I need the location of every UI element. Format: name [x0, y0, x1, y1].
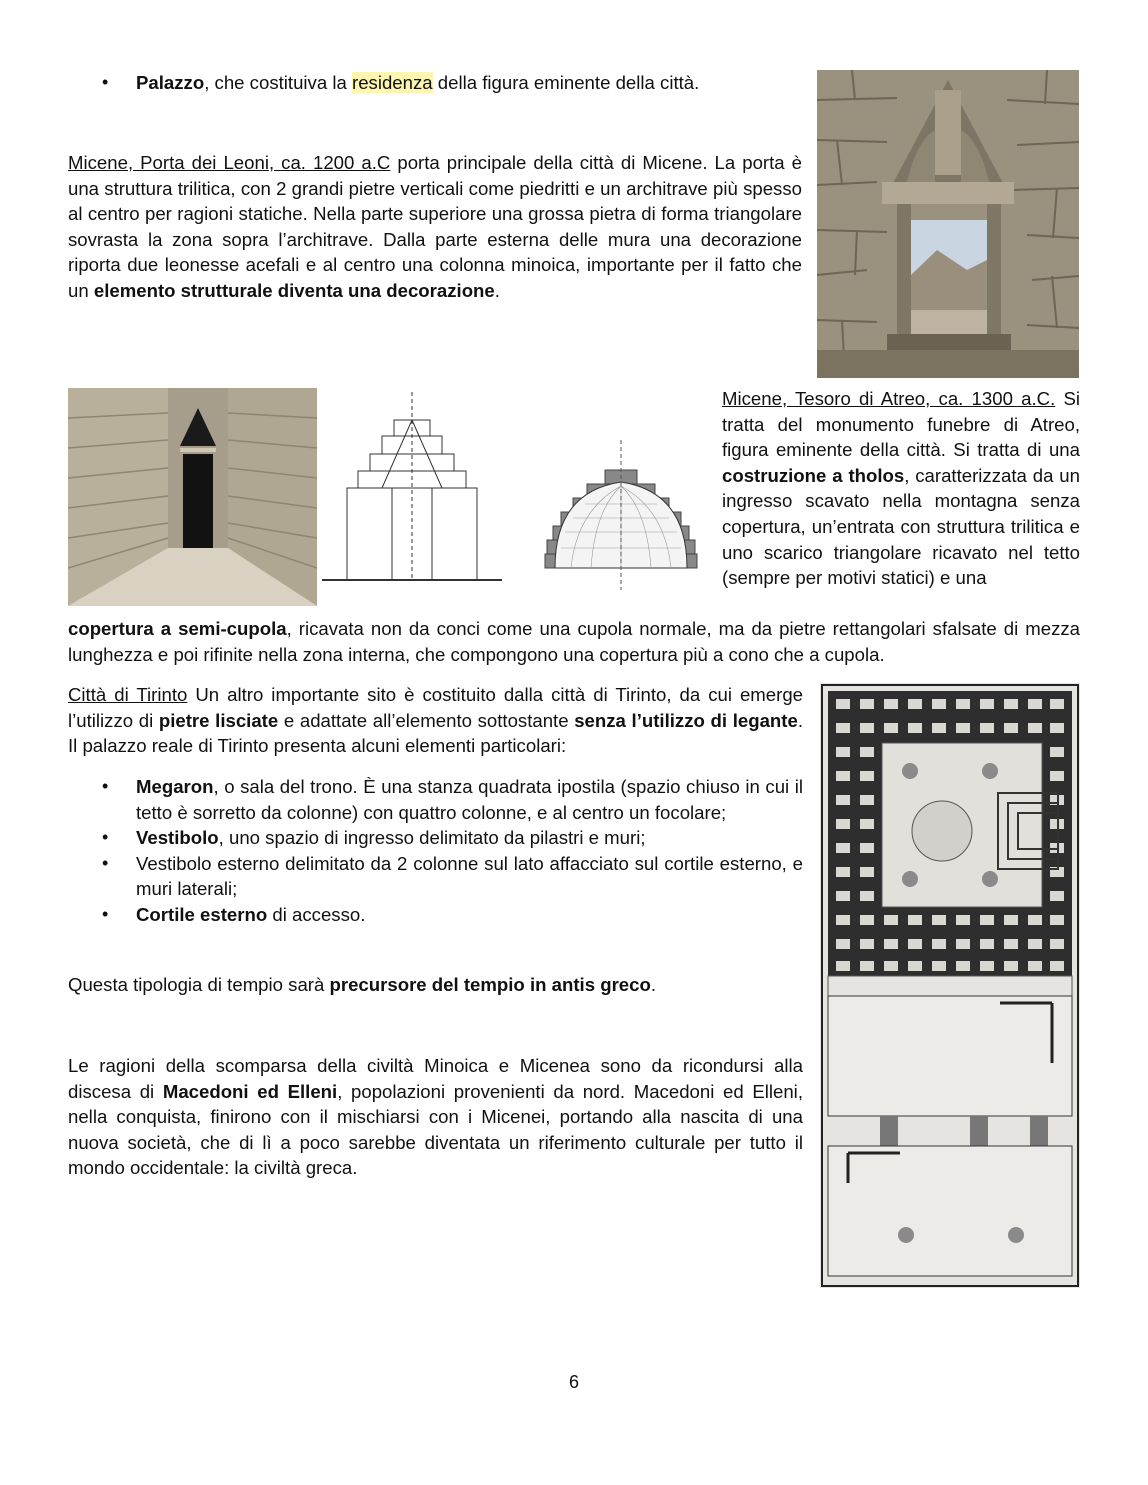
- tipologia-text: Questa tipologia di tempio sarà: [68, 974, 330, 995]
- tirinto-bold-2: senza l’utilizzo di legante: [574, 709, 798, 731]
- atreus-section-drawing: [322, 392, 502, 584]
- item-term: Megaron: [136, 776, 214, 797]
- tirinto-text-2: e adattate all’elemento sottostante: [278, 709, 575, 731]
- item-text: Vestibolo esterno delimitato da 2 colonne sul lato affacciato sul cortile esterno, e muri laterali;: [136, 852, 803, 900]
- tesoro-paragraph: [722, 386, 1080, 591]
- bullet-palazzo: [68, 70, 788, 96]
- list-item: [68, 825, 803, 851]
- tirinto-text-3: . Il palazzo reale di Tirinto presenta alcuni elementi particolari:: [68, 709, 803, 757]
- ragioni-text-2: , popolazioni provenienti da nord. Macedoni ed Elleni, nella conquista, finirono con il mischiarsi con i Micenei, portando alla nascita di una nuova società, che di lì a poco sarebbe diventata un riferimento culturale per tutto il mondo occidentale: la civiltà greca.: [68, 1080, 803, 1179]
- item-text: , uno spazio di ingresso delimitato da pilastri e muri;: [218, 827, 646, 849]
- item-term: Vestibolo: [136, 827, 219, 849]
- ragioni-text: Le ragioni della scomparsa della civiltà Minoica e Micenea sono da ricondursi alla discesa di: [68, 1055, 803, 1102]
- tipologia-text-end: .: [650, 974, 657, 995]
- palazzo-list: [68, 70, 788, 96]
- item-term: Cortile esterno: [136, 903, 268, 925]
- tipologia-bold: precursore del tempio in antis greco: [329, 974, 651, 995]
- tirinto-title: Città di Tirinto: [68, 684, 188, 705]
- tiryns-plan-drawing: [820, 683, 1080, 1288]
- highlighted-word: residenza: [352, 72, 433, 93]
- tesoro-bold-2: copertura a semi-cupola: [68, 618, 287, 639]
- porta-text: porta principale della città di Micene. La porta è una struttura trilitica, con 2 grandi pietre verticali come piedritti e un architrave più spesso al centro per ragioni statiche. Nella parte superiore una grossa pietra di forma triangolare sovrasta la zona sopra l’architrave. Dalla parte esterna delle mura una decorazione riporta due leonesse acefali e al centro una colonna minoica, importante per il fatto che un: [68, 152, 802, 301]
- tesoro-continuation: [68, 616, 1080, 667]
- porta-bold: elemento strutturale diventa una decorazione: [93, 279, 495, 301]
- page-number: 6: [568, 1372, 579, 1392]
- tirinto-bold: pietre lisciate: [158, 709, 279, 731]
- palace-elements-list: [68, 774, 803, 928]
- ragioni-paragraph: [68, 1053, 803, 1181]
- tirinto-paragraph: [68, 682, 803, 759]
- tipologia-sentence: [68, 972, 803, 998]
- tesoro-text-2: , caratterizzata da un ingresso scavato nella montagna senza copertura, un’entrata con struttura trilitica e uno scarico triangolare ricavato nel tetto (sempre per motivi statici) e una: [722, 464, 1080, 589]
- porta-title: Micene, Porta dei Leoni, ca. 1200 a.C: [68, 152, 391, 173]
- item-text: di accesso.: [267, 903, 366, 925]
- tirinto-text: Un altro importante sito è costituito dalla città di Tirinto, da cui emerge l’utilizzo di: [68, 684, 804, 731]
- palazzo-text: , che costituiva la: [204, 72, 352, 93]
- tesoro-text: Si tratta del monumento funebre di Atreo, figura eminente della città. Si tratta di una: [722, 388, 1080, 461]
- palazzo-text-end: della figura eminente della città.: [432, 72, 700, 93]
- lion-gate-photo: [817, 70, 1079, 378]
- tesoro-title: Micene, Tesoro di Atreo, ca. 1300 a.C.: [722, 388, 1056, 409]
- list-item: [68, 851, 803, 902]
- atreus-dromos-photo: [68, 388, 317, 606]
- tesoro-bold: costruzione a tholos: [722, 464, 905, 486]
- atreus-dome-drawing: [541, 440, 701, 590]
- list-item: [68, 774, 803, 825]
- ragioni-bold: Macedoni ed Elleni: [162, 1080, 338, 1102]
- list-item: [68, 902, 803, 928]
- porta-paragraph: [68, 150, 802, 304]
- item-text: , o sala del trono. È una stanza quadrata ipostila (spazio chiuso in cui il tetto è sorretto da colonne) con quattro colonne, e al centro un focolare;: [136, 776, 803, 823]
- palazzo-term: Palazzo: [136, 72, 205, 93]
- porta-text-end: .: [494, 279, 500, 301]
- tesoro-text-3: , ricavata non da conci come una cupola normale, ma da pietre rettangolari sfalsate di mezza lunghezza e poi rifinite nella zona interna, che compongono una copertura più a cono che a cupola.: [68, 618, 1080, 665]
